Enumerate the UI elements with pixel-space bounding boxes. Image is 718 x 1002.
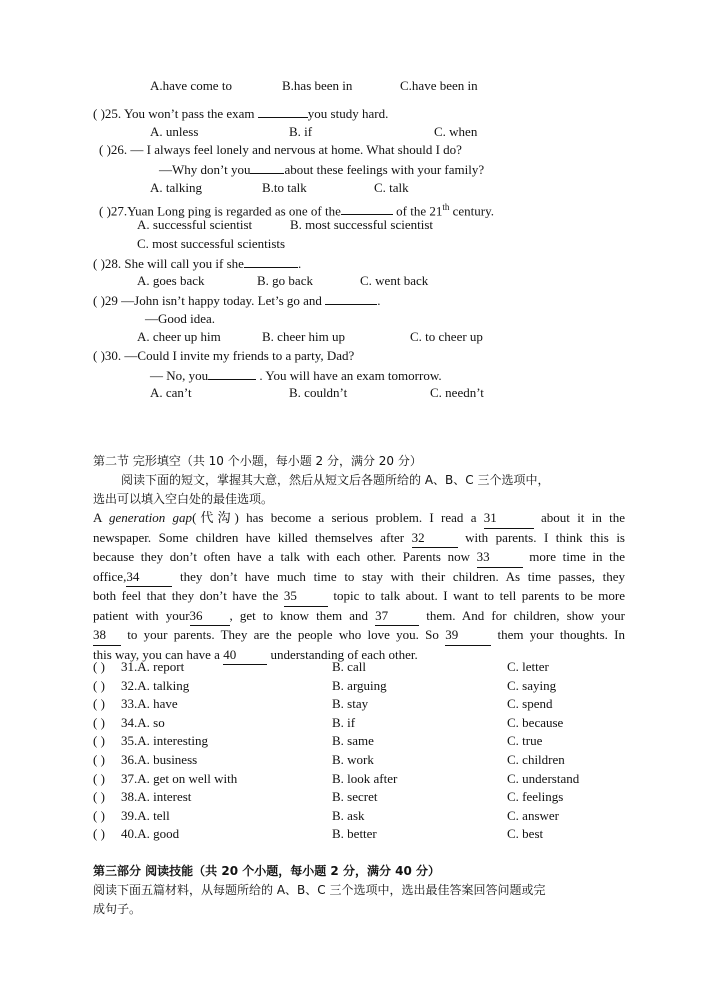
question-26: ( )26. — I always feel lonely and nervous at home. What should I do?: [99, 142, 462, 157]
option-c: C. best: [507, 826, 544, 842]
option-b: B. call: [332, 659, 366, 674]
q29-option-b: B. cheer him up: [262, 329, 346, 344]
blank-31: 31: [484, 509, 534, 529]
answer-paren: ( ): [93, 256, 105, 271]
option-b: B. secret: [332, 789, 378, 805]
blank-37: 37: [375, 607, 419, 627]
option-c: C. children: [507, 752, 565, 767]
answer-blank: [325, 291, 377, 305]
question-28: ( )28. She will call you if she .: [93, 256, 302, 271]
q28-option-c: C. went back: [360, 273, 429, 288]
question-25: ( )25. You won’t pass the exam you study hard.: [93, 106, 389, 121]
option-a: 34.A. so: [121, 714, 165, 730]
option-b: B. ask: [332, 807, 365, 823]
q24-option-b: B.has been in: [282, 78, 353, 93]
option-a: 36.A. business: [121, 752, 198, 767]
answer-paren: ( ): [93, 106, 105, 121]
option-a: 40.A. good: [121, 826, 180, 842]
answer-paren: ( ): [93, 826, 105, 842]
answer-paren: ( ): [93, 696, 105, 712]
question-29: ( )29 —John isn’t happy today. Let’s go and .: [93, 293, 381, 308]
option-c: C. feelings: [507, 789, 564, 805]
answer-paren: ( ): [93, 789, 105, 805]
reading-instructions-1: 阅读下面五篇材料，从每题所给的 A、B、C 三个选项中，选出最佳答案回答问题或完: [93, 883, 546, 897]
option-b: B. better: [332, 826, 377, 842]
q26-option-a: A. talking: [150, 180, 202, 195]
answer-blank: [258, 104, 308, 118]
answer-paren: ( ): [93, 677, 105, 693]
option-a: 37.A. get on well with: [121, 770, 238, 786]
option-c: C. letter: [507, 659, 549, 674]
cloze-instructions-1: 阅读下面的短文，掌握其大意，然后从短文后各题所给的 A、B、C 三个选项中，: [121, 473, 550, 487]
cloze-section-header: 第二节 完形填空（共 10 个小题，每小题 2 分，满分 20 分）: [93, 454, 422, 468]
q24-option-a: A.have come to: [150, 78, 232, 93]
option-c: C. understand: [507, 770, 580, 786]
option-b: B. if: [332, 714, 356, 730]
answer-blank: [250, 160, 284, 174]
option-a: 38.A. interest: [121, 789, 192, 805]
option-c: C. answer: [507, 807, 559, 823]
blank-38: 38: [93, 626, 121, 646]
blank-40: 40: [223, 646, 267, 666]
answer-blank: [244, 254, 298, 268]
option-a: 39.A. tell: [121, 807, 170, 823]
answer-paren: ( ): [93, 752, 105, 767]
answer-paren: ( ): [93, 293, 105, 308]
question-30: ( )30. —Could I invite my friends to a party, Dad?: [93, 348, 355, 363]
answer-paren: ( ): [93, 659, 105, 674]
option-a: 31.A. report: [121, 659, 185, 674]
q28-option-b: B. go back: [257, 273, 313, 288]
question-27: ( )27.Yuan Long ping is regarded as one of the of the 21th century.: [99, 202, 495, 219]
blank-33: 33: [477, 548, 523, 568]
option-c: C. because: [507, 714, 564, 730]
q27-option-b: B. most successful scientist: [290, 217, 433, 232]
q27-option-c: C. most successful scientists: [137, 236, 286, 251]
answer-paren: ( ): [99, 203, 111, 219]
q26-option-c: C. talk: [374, 180, 409, 195]
q25-option-a: A. unless: [150, 124, 199, 139]
blank-39: 39: [445, 626, 491, 646]
option-b: B. look after: [332, 770, 398, 786]
reading-section-header: 第三部分 阅读技能（共 20 个小题，每小题 2 分，满分 40 分）: [93, 864, 440, 878]
reading-instructions-2: 成句子。: [93, 902, 142, 916]
q29-option-a: A. cheer up him: [137, 329, 221, 344]
cloze-instructions-2: 选出可以填入空白处的最佳选项。: [93, 492, 274, 506]
question-26-reply: —Why don’t you about these feelings with your family?: [159, 162, 485, 177]
blank-32: 32: [412, 529, 458, 549]
option-a: 33.A. have: [121, 696, 178, 712]
option-c: C. spend: [507, 696, 553, 712]
option-b: B. stay: [332, 696, 369, 712]
q30-reply: — No, you . You will have an exam tomorrow.: [150, 368, 442, 383]
option-b: B. work: [332, 752, 374, 767]
q30-option-c: C. needn’t: [430, 385, 484, 400]
answer-blank: [208, 366, 256, 380]
blank-35: 35: [284, 587, 328, 607]
q30-option-a: A. can’t: [150, 385, 192, 400]
answer-paren: ( ): [93, 348, 105, 363]
q29-reply: —Good idea.: [145, 311, 216, 326]
answer-paren: ( ): [93, 714, 105, 730]
blank-36: 36: [190, 607, 230, 627]
option-a: 35.A. interesting: [121, 733, 209, 749]
option-c: C. true: [507, 733, 543, 749]
q25-option-b: B. if: [289, 124, 313, 139]
option-b: B. arguing: [332, 677, 387, 693]
option-b: B. same: [332, 733, 374, 749]
answer-paren: ( ): [93, 807, 105, 823]
q30-option-b: B. couldn’t: [289, 385, 348, 400]
q29-option-c: C. to cheer up: [410, 329, 483, 344]
option-a: 32.A. talking: [121, 677, 190, 693]
option-c: C. saying: [507, 677, 557, 693]
answer-blank: [341, 201, 393, 215]
q27-option-a: A. successful scientist: [137, 217, 253, 232]
q24-option-c: C.have been in: [400, 78, 478, 93]
answer-paren: ( ): [93, 770, 105, 786]
cloze-passage: A generation gap(代沟) has become a serious problem. I read a 31 about it in the newspaper. Some children have killed themselves after 32 with parents. I think this is because they don’t often have a talk with each other. Parents now 33 more time in the office,34 they don’t have much time to stay with their children. As time passes, they both feel that they don’t have the 35 topic to talk about. I want to tell parents to be more patient with your36 , get to know them and 37 them. And for children, show your 38 to your parents. They are the people who love you. So 39 them your thoughts. In this way, you can have a 40 understanding of each other.: [93, 509, 625, 665]
q25-option-c: C. when: [434, 124, 478, 139]
q26-option-b: B.to talk: [262, 180, 307, 195]
blank-34: 34: [126, 568, 172, 588]
answer-paren: ( ): [99, 142, 111, 157]
q28-option-a: A. goes back: [137, 273, 205, 288]
answer-paren: ( ): [93, 733, 105, 749]
